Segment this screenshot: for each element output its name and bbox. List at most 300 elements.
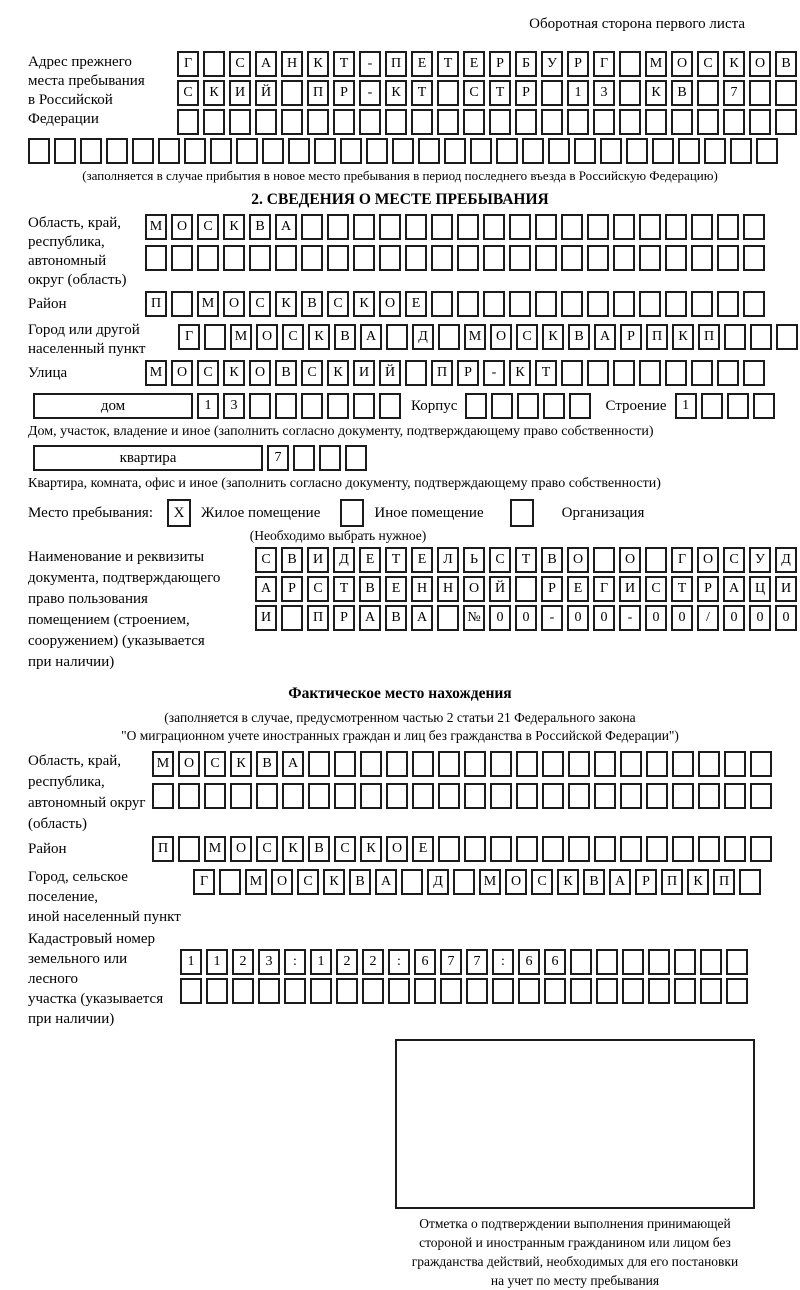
char-box[interactable] <box>464 783 486 809</box>
char-box[interactable] <box>753 393 775 419</box>
char-box[interactable]: О <box>379 291 401 317</box>
char-box[interactable] <box>717 214 739 240</box>
char-box[interactable] <box>229 109 251 135</box>
char-box[interactable]: П <box>661 869 683 895</box>
char-box[interactable] <box>509 291 531 317</box>
char-box[interactable]: Г <box>193 869 215 895</box>
char-box[interactable]: К <box>645 80 667 106</box>
char-box[interactable] <box>671 109 693 135</box>
char-box[interactable] <box>542 836 564 862</box>
char-box[interactable]: П <box>307 605 329 631</box>
char-box[interactable] <box>310 978 332 1004</box>
char-box[interactable] <box>353 245 375 271</box>
char-box[interactable]: О <box>223 291 245 317</box>
char-box[interactable] <box>431 214 453 240</box>
char-box[interactable] <box>535 214 557 240</box>
char-box[interactable] <box>223 245 245 271</box>
char-box[interactable] <box>750 836 772 862</box>
char-box[interactable] <box>28 138 50 164</box>
char-box[interactable]: 7 <box>440 949 462 975</box>
char-box[interactable]: С <box>204 751 226 777</box>
char-box[interactable]: 7 <box>723 80 745 106</box>
char-box[interactable]: 0 <box>593 605 615 631</box>
char-box[interactable]: С <box>197 360 219 386</box>
char-box[interactable]: И <box>255 605 277 631</box>
char-box[interactable]: - <box>483 360 505 386</box>
char-box[interactable]: К <box>282 836 304 862</box>
char-box[interactable]: П <box>646 324 668 350</box>
char-box[interactable]: 0 <box>567 605 589 631</box>
char-box[interactable] <box>724 751 746 777</box>
char-box[interactable]: К <box>385 80 407 106</box>
char-box[interactable] <box>412 751 434 777</box>
char-box[interactable] <box>717 291 739 317</box>
char-box[interactable] <box>619 109 641 135</box>
char-box[interactable] <box>645 547 667 573</box>
char-box[interactable]: Г <box>593 51 615 77</box>
char-box[interactable]: - <box>619 605 641 631</box>
char-box[interactable] <box>665 214 687 240</box>
char-box[interactable] <box>724 783 746 809</box>
char-box[interactable]: Т <box>515 547 537 573</box>
char-box[interactable]: О <box>386 836 408 862</box>
char-box[interactable]: А <box>609 869 631 895</box>
char-box[interactable]: Е <box>463 51 485 77</box>
char-box[interactable] <box>178 836 200 862</box>
char-box[interactable] <box>665 291 687 317</box>
char-box[interactable]: 0 <box>749 605 771 631</box>
char-box[interactable]: К <box>230 751 252 777</box>
char-box[interactable] <box>561 360 583 386</box>
char-box[interactable]: Т <box>333 51 355 77</box>
char-box[interactable] <box>587 214 609 240</box>
char-box[interactable]: А <box>359 605 381 631</box>
char-box[interactable]: 6 <box>544 949 566 975</box>
char-box[interactable] <box>490 783 512 809</box>
char-box[interactable] <box>619 51 641 77</box>
char-box[interactable]: А <box>275 214 297 240</box>
char-box[interactable]: - <box>359 51 381 77</box>
char-box[interactable] <box>509 214 531 240</box>
char-box[interactable]: Е <box>412 836 434 862</box>
char-box[interactable] <box>470 138 492 164</box>
char-box[interactable] <box>210 138 232 164</box>
char-box[interactable] <box>698 836 720 862</box>
char-box[interactable]: В <box>308 836 330 862</box>
char-box[interactable]: П <box>145 291 167 317</box>
char-box[interactable]: А <box>411 605 433 631</box>
char-box[interactable]: Т <box>385 547 407 573</box>
char-box[interactable]: К <box>360 836 382 862</box>
char-box[interactable] <box>613 245 635 271</box>
char-box[interactable]: Г <box>593 576 615 602</box>
char-box[interactable]: А <box>594 324 616 350</box>
char-box[interactable]: С <box>463 80 485 106</box>
char-box[interactable] <box>593 109 615 135</box>
char-box[interactable]: В <box>775 51 797 77</box>
char-box[interactable] <box>691 245 713 271</box>
char-box[interactable] <box>333 109 355 135</box>
house-type-box[interactable]: дом <box>33 393 193 419</box>
char-box[interactable]: М <box>145 214 167 240</box>
char-box[interactable]: 1 <box>206 949 228 975</box>
char-box[interactable]: Й <box>379 360 401 386</box>
char-box[interactable]: В <box>301 291 323 317</box>
char-box[interactable] <box>464 751 486 777</box>
char-box[interactable] <box>726 978 748 1004</box>
char-box[interactable]: Р <box>620 324 642 350</box>
char-box[interactable]: В <box>568 324 590 350</box>
char-box[interactable]: М <box>464 324 486 350</box>
char-box[interactable] <box>281 109 303 135</box>
char-box[interactable] <box>288 138 310 164</box>
char-box[interactable]: Е <box>359 547 381 573</box>
char-box[interactable]: 0 <box>489 605 511 631</box>
char-box[interactable] <box>726 949 748 975</box>
char-box[interactable] <box>379 214 401 240</box>
char-box[interactable]: О <box>697 547 719 573</box>
char-box[interactable] <box>457 245 479 271</box>
char-box[interactable]: С <box>723 547 745 573</box>
char-box[interactable] <box>700 978 722 1004</box>
char-box[interactable] <box>180 978 202 1004</box>
char-box[interactable]: Т <box>671 576 693 602</box>
char-box[interactable] <box>440 978 462 1004</box>
char-box[interactable] <box>353 214 375 240</box>
char-box[interactable]: С <box>516 324 538 350</box>
char-box[interactable] <box>775 80 797 106</box>
char-box[interactable]: Н <box>281 51 303 77</box>
char-box[interactable] <box>401 869 423 895</box>
char-box[interactable] <box>756 138 778 164</box>
char-box[interactable] <box>281 605 303 631</box>
char-box[interactable] <box>463 109 485 135</box>
char-box[interactable]: О <box>171 360 193 386</box>
char-box[interactable]: П <box>307 80 329 106</box>
char-box[interactable]: С <box>249 291 271 317</box>
char-box[interactable]: И <box>775 576 797 602</box>
char-box[interactable] <box>700 949 722 975</box>
char-box[interactable]: - <box>359 80 381 106</box>
char-box[interactable] <box>327 245 349 271</box>
char-box[interactable]: Р <box>489 51 511 77</box>
char-box[interactable]: 2 <box>232 949 254 975</box>
char-box[interactable]: Л <box>437 547 459 573</box>
char-box[interactable]: В <box>249 214 271 240</box>
char-box[interactable] <box>386 783 408 809</box>
char-box[interactable]: 1 <box>180 949 202 975</box>
char-box[interactable] <box>249 245 271 271</box>
char-box[interactable] <box>568 783 590 809</box>
char-box[interactable]: К <box>307 51 329 77</box>
char-box[interactable]: 3 <box>593 80 615 106</box>
char-box[interactable] <box>197 245 219 271</box>
char-box[interactable] <box>334 751 356 777</box>
char-box[interactable] <box>548 138 570 164</box>
char-box[interactable]: В <box>334 324 356 350</box>
char-box[interactable]: Р <box>333 605 355 631</box>
char-box[interactable] <box>587 245 609 271</box>
char-box[interactable]: В <box>671 80 693 106</box>
char-box[interactable] <box>587 360 609 386</box>
char-box[interactable]: 7 <box>466 949 488 975</box>
char-box[interactable]: Е <box>411 51 433 77</box>
char-box[interactable] <box>431 291 453 317</box>
char-box[interactable]: Г <box>178 324 200 350</box>
char-box[interactable] <box>308 783 330 809</box>
char-box[interactable] <box>678 138 700 164</box>
char-box[interactable]: Й <box>255 80 277 106</box>
char-box[interactable] <box>457 291 479 317</box>
char-box[interactable] <box>665 245 687 271</box>
char-box[interactable]: Ь <box>463 547 485 573</box>
char-box[interactable] <box>674 978 696 1004</box>
char-box[interactable] <box>775 109 797 135</box>
char-box[interactable]: М <box>197 291 219 317</box>
char-box[interactable]: Р <box>333 80 355 106</box>
char-box[interactable] <box>613 214 635 240</box>
char-box[interactable] <box>464 836 486 862</box>
char-box[interactable]: 1 <box>675 393 697 419</box>
char-box[interactable]: С <box>307 576 329 602</box>
char-box[interactable] <box>652 138 674 164</box>
char-box[interactable]: А <box>360 324 382 350</box>
char-box[interactable]: 1 <box>567 80 589 106</box>
char-box[interactable]: 1 <box>310 949 332 975</box>
char-box[interactable] <box>345 445 367 471</box>
char-box[interactable]: Р <box>567 51 589 77</box>
char-box[interactable]: Ц <box>749 576 771 602</box>
char-box[interactable]: К <box>275 291 297 317</box>
char-box[interactable]: С <box>297 869 319 895</box>
char-box[interactable]: В <box>583 869 605 895</box>
char-box[interactable] <box>561 245 583 271</box>
char-box[interactable]: М <box>152 751 174 777</box>
char-box[interactable]: М <box>204 836 226 862</box>
char-box[interactable] <box>593 547 615 573</box>
char-box[interactable] <box>171 245 193 271</box>
char-box[interactable]: И <box>307 547 329 573</box>
char-box[interactable]: М <box>230 324 252 350</box>
char-box[interactable]: К <box>542 324 564 350</box>
char-box[interactable] <box>619 80 641 106</box>
char-box[interactable] <box>587 291 609 317</box>
char-box[interactable]: Е <box>411 547 433 573</box>
char-box[interactable] <box>646 751 668 777</box>
char-box[interactable] <box>236 138 258 164</box>
char-box[interactable] <box>353 393 375 419</box>
char-box[interactable] <box>490 751 512 777</box>
char-box[interactable] <box>622 949 644 975</box>
char-box[interactable]: Р <box>515 80 537 106</box>
char-box[interactable] <box>691 291 713 317</box>
char-box[interactable] <box>431 245 453 271</box>
char-box[interactable] <box>620 751 642 777</box>
char-box[interactable]: Н <box>411 576 433 602</box>
char-box[interactable] <box>438 324 460 350</box>
char-box[interactable] <box>204 324 226 350</box>
char-box[interactable] <box>319 445 341 471</box>
char-box[interactable] <box>776 324 798 350</box>
char-box[interactable]: У <box>749 547 771 573</box>
char-box[interactable]: А <box>282 751 304 777</box>
char-box[interactable] <box>639 245 661 271</box>
char-box[interactable]: 6 <box>518 949 540 975</box>
char-box[interactable]: К <box>723 51 745 77</box>
char-box[interactable]: В <box>275 360 297 386</box>
char-box[interactable] <box>639 291 661 317</box>
char-box[interactable] <box>275 245 297 271</box>
char-box[interactable]: В <box>541 547 563 573</box>
char-box[interactable]: Т <box>333 576 355 602</box>
char-box[interactable] <box>750 324 772 350</box>
char-box[interactable] <box>724 836 746 862</box>
char-box[interactable]: С <box>645 576 667 602</box>
char-box[interactable] <box>723 109 745 135</box>
char-box[interactable]: Г <box>177 51 199 77</box>
char-box[interactable] <box>301 393 323 419</box>
char-box[interactable] <box>743 245 765 271</box>
char-box[interactable]: Е <box>405 291 427 317</box>
char-box[interactable] <box>453 869 475 895</box>
char-box[interactable]: О <box>567 547 589 573</box>
char-box[interactable]: 6 <box>414 949 436 975</box>
char-box[interactable] <box>392 138 414 164</box>
char-box[interactable]: И <box>229 80 251 106</box>
char-box[interactable]: 3 <box>223 393 245 419</box>
char-box[interactable]: О <box>749 51 771 77</box>
char-box[interactable]: Е <box>385 576 407 602</box>
char-box[interactable] <box>362 978 384 1004</box>
char-box[interactable] <box>491 393 513 419</box>
char-box[interactable]: И <box>619 576 641 602</box>
char-box[interactable] <box>444 138 466 164</box>
char-box[interactable] <box>542 783 564 809</box>
stay-residential-checkbox[interactable]: X <box>167 499 191 527</box>
char-box[interactable]: Т <box>535 360 557 386</box>
char-box[interactable]: О <box>619 547 641 573</box>
char-box[interactable] <box>178 783 200 809</box>
char-box[interactable] <box>379 393 401 419</box>
char-box[interactable]: Н <box>437 576 459 602</box>
char-box[interactable] <box>646 783 668 809</box>
char-box[interactable] <box>359 109 381 135</box>
char-box[interactable] <box>594 836 616 862</box>
char-box[interactable]: М <box>145 360 167 386</box>
char-box[interactable] <box>724 324 746 350</box>
char-box[interactable] <box>515 109 537 135</box>
char-box[interactable] <box>171 291 193 317</box>
char-box[interactable]: С <box>489 547 511 573</box>
char-box[interactable]: В <box>385 605 407 631</box>
char-box[interactable] <box>743 291 765 317</box>
char-box[interactable] <box>336 978 358 1004</box>
char-box[interactable] <box>568 751 590 777</box>
char-box[interactable] <box>750 751 772 777</box>
char-box[interactable] <box>282 783 304 809</box>
char-box[interactable] <box>496 138 518 164</box>
char-box[interactable] <box>465 393 487 419</box>
char-box[interactable] <box>206 978 228 1004</box>
char-box[interactable]: Д <box>775 547 797 573</box>
char-box[interactable]: : <box>388 949 410 975</box>
char-box[interactable] <box>308 751 330 777</box>
char-box[interactable] <box>626 138 648 164</box>
char-box[interactable] <box>307 109 329 135</box>
char-box[interactable] <box>203 109 225 135</box>
char-box[interactable] <box>739 869 761 895</box>
char-box[interactable] <box>691 214 713 240</box>
char-box[interactable] <box>622 978 644 1004</box>
char-box[interactable] <box>613 360 635 386</box>
char-box[interactable]: С <box>177 80 199 106</box>
char-box[interactable] <box>535 245 557 271</box>
char-box[interactable] <box>509 245 531 271</box>
char-box[interactable]: С <box>334 836 356 862</box>
char-box[interactable]: С <box>255 547 277 573</box>
char-box[interactable] <box>385 109 407 135</box>
char-box[interactable]: : <box>284 949 306 975</box>
char-box[interactable] <box>256 783 278 809</box>
char-box[interactable] <box>438 751 460 777</box>
char-box[interactable]: О <box>249 360 271 386</box>
char-box[interactable]: В <box>349 869 371 895</box>
char-box[interactable]: А <box>255 576 277 602</box>
char-box[interactable] <box>411 109 433 135</box>
char-box[interactable]: А <box>255 51 277 77</box>
char-box[interactable] <box>232 978 254 1004</box>
char-box[interactable]: Д <box>333 547 355 573</box>
char-box[interactable]: П <box>385 51 407 77</box>
char-box[interactable]: К <box>687 869 709 895</box>
char-box[interactable] <box>620 783 642 809</box>
char-box[interactable]: О <box>178 751 200 777</box>
char-box[interactable] <box>327 393 349 419</box>
char-box[interactable] <box>262 138 284 164</box>
char-box[interactable]: 0 <box>775 605 797 631</box>
char-box[interactable] <box>54 138 76 164</box>
char-box[interactable] <box>489 109 511 135</box>
char-box[interactable] <box>483 245 505 271</box>
char-box[interactable] <box>388 978 410 1004</box>
char-box[interactable] <box>516 751 538 777</box>
char-box[interactable] <box>405 214 427 240</box>
char-box[interactable] <box>483 291 505 317</box>
char-box[interactable] <box>698 783 720 809</box>
char-box[interactable] <box>541 109 563 135</box>
char-box[interactable] <box>704 138 726 164</box>
char-box[interactable]: П <box>713 869 735 895</box>
char-box[interactable] <box>203 51 225 77</box>
char-box[interactable]: 7 <box>267 445 289 471</box>
char-box[interactable]: К <box>323 869 345 895</box>
char-box[interactable] <box>569 393 591 419</box>
char-box[interactable] <box>219 869 241 895</box>
char-box[interactable]: К <box>223 214 245 240</box>
char-box[interactable] <box>230 783 252 809</box>
char-box[interactable] <box>293 445 315 471</box>
char-box[interactable]: 2 <box>362 949 384 975</box>
char-box[interactable] <box>672 751 694 777</box>
char-box[interactable]: Р <box>457 360 479 386</box>
stay-organization-checkbox[interactable] <box>510 499 534 527</box>
char-box[interactable] <box>301 214 323 240</box>
char-box[interactable]: С <box>282 324 304 350</box>
char-box[interactable]: 0 <box>723 605 745 631</box>
char-box[interactable] <box>152 783 174 809</box>
char-box[interactable]: С <box>256 836 278 862</box>
char-box[interactable]: Д <box>427 869 449 895</box>
